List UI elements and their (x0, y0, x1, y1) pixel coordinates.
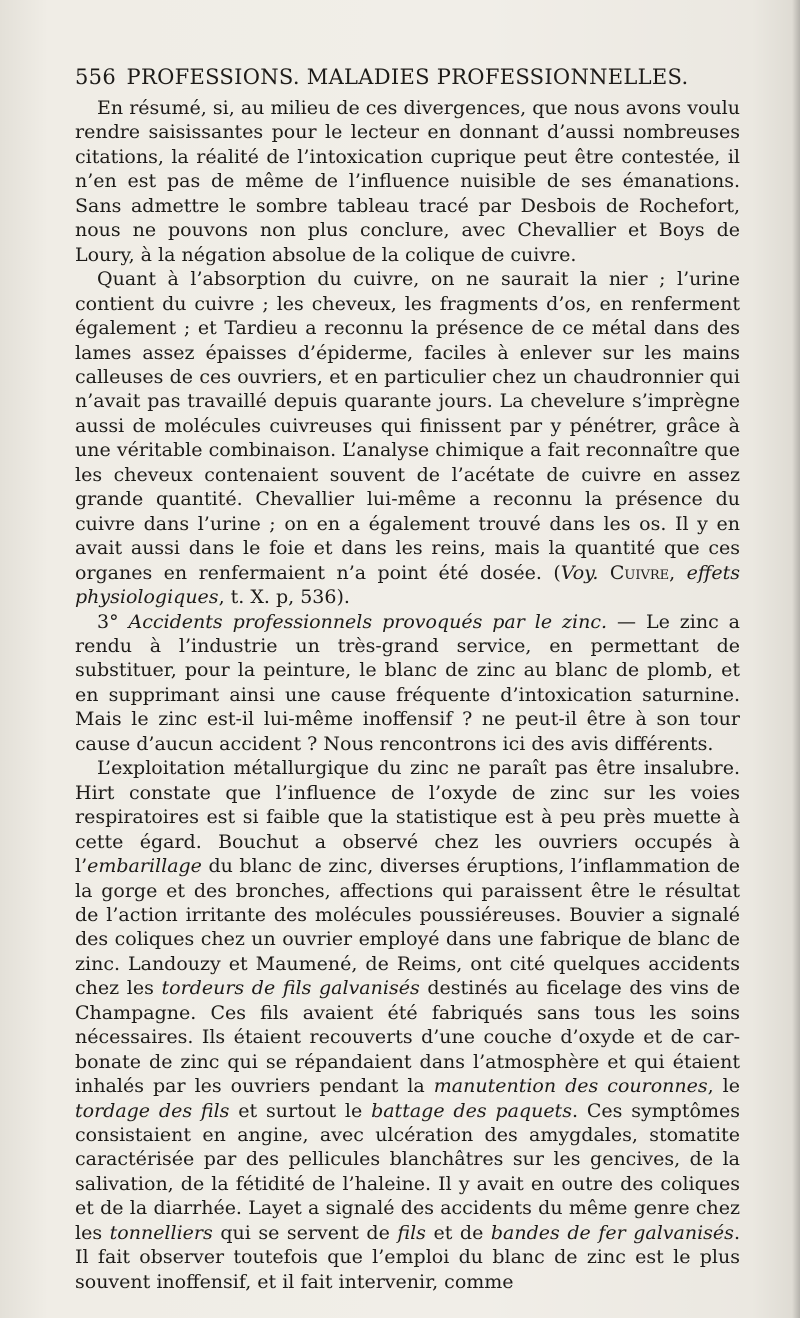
text-run: destinés au ficelage des vins de Champagne. Ces fils avaient été fabriqués sans tous les soins nécessaires. Ils étaient recouverts d’une couche d’oxyde et de carbonate de zinc qui se répandaient dans l’atmosphère et qui étaient inhalés par les ouvriers pendant la (75, 977, 740, 1098)
text-run: , t. X. p, 536). (218, 586, 350, 609)
italic-text: Voy. (560, 561, 599, 584)
italic-text: embarillage (87, 855, 202, 878)
italic-text: Accidents professionnels provoqués par le zinc. (128, 610, 608, 633)
text-run: qui se servent de (212, 1221, 398, 1244)
paragraph (75, 756, 740, 1294)
italic-text: manutention des couronnes (433, 1075, 708, 1098)
small-caps-text: Cuivre (609, 561, 670, 584)
page-header (75, 62, 740, 92)
italic-text: battage des paquets (371, 1099, 572, 1122)
text-run: — Le zinc a rendu à l’industrie un très-grand service, en permettant de substituer, pour la peinture, le blanc de zinc au blanc de plomb, et en supprimant ainsi une cause fréquente d’intoxication saturnine. Mais le zinc est-il lui-même inoffensif ? ne peut-il être à son tour cause d’aucun accident ? Nous rencontrons ici des avis différents. (75, 610, 740, 755)
text-run: , (669, 561, 687, 584)
text-run: . Ces symptômes consistaient en angine, avec ulcération des amygdales, stomatite caractérisée par des pellicules blanchâtres sur les gencives, de la salivation, de la fétidité de l’haleine. Il y avait en outre des coliques et de la diarrhée. Layet a signalé des accidents du même genre chez les (75, 1099, 740, 1244)
italic-text: effets physiologiques (75, 561, 740, 609)
body-text (75, 96, 740, 1294)
paragraph (75, 96, 740, 267)
text-run: 3° (97, 610, 129, 633)
text-run: et de (425, 1221, 491, 1244)
italic-text: tonnelliers (109, 1221, 213, 1244)
paragraph (75, 267, 740, 609)
page-edge-shadow (792, 0, 800, 1318)
italic-text: tordage des fils (75, 1099, 230, 1122)
text-run: , le (707, 1075, 740, 1098)
text-run: du blanc de zinc, diverses éruptions, l’inflammation de la gorge et des bronches, affections qui paraissent être le résultat de l’action irritante des molécules poussiéreuses. Bouvier a signalé des coliques chez un ouvrier employé dans une fabrique de blanc de zinc. Landouzy et Maumené, de Reims, ont cité quelques accidents chez les (75, 855, 740, 1000)
paragraph (75, 610, 740, 757)
page-number: 556 (75, 65, 116, 89)
italic-text: bandes de fer galvanisés (490, 1221, 734, 1244)
text-run (598, 562, 609, 584)
text-run: En résumé, si, au milieu de ces divergences, que nous avons voulu rendre saisissantes pour le lecteur en donnant d’aussi nombreuses citations, la réalité de l’intoxication cuprique peut être contestée, il n’en est pas de même de l’influence nuisible de ses émanations. Sans admettre le sombre tableau tracé par Desbois de Rochefort, nous ne pouvons non plus conclure, avec Chevallier et Boys de Loury, à la négation absolue de la colique de cuivre. (75, 97, 740, 266)
text-run: et surtout le (229, 1099, 372, 1122)
text-run: Quant à l’absorption du cuivre, on ne saurait la nier ; l’urine contient du cuivre ; les cheveux, les fragments d’os, en renferment également ; et Tardieu a reconnu la présence de ce métal dans des lames assez épaisses d’épiderme, faciles à enlever sur les mains calleuses de ces ouvriers, et en particulier chez un chaudronnier qui n’avait pas travaillé depuis quarante jours. La chevelure s’imprègne aussi de molécules cuivreuses qui finissent par y pénétrer, grâce à une véritable combinaison. L’analyse chimique a fait reconnaître que les cheveux contenaient souvent de l’acétate de cuivre en assez grande quantité. Chevallier lui-même a reconnu la présence du cuivre dans l’urine ; on en a également trouvé dans les os. Il y en avait aussi dans le foie et dans les reins, mais la quantité que ces organes en renfermaient n’a point été dosée. ( (75, 268, 740, 584)
italic-text: tordeurs de fils galvanisés (161, 977, 420, 1000)
italic-text: fils (397, 1221, 426, 1244)
running-head: PROFESSIONS. MALADIES PROFESSIONNELLES. (126, 65, 689, 89)
text-run: . Il fait observer toutefois que l’emploi du blanc de zinc est le plus souvent inoffensif, et il fait intervenir, comme (75, 1221, 740, 1293)
text-run: L’exploitation métallurgique du zinc ne paraît pas être insalubre. Hirt constate que l’influence de l’oxyde de zinc sur les voies respiratoires est si faible que la statistique est à peu près muette à cette égard. Bouchut a observé chez les ouvriers occupés à l’ (75, 757, 740, 878)
